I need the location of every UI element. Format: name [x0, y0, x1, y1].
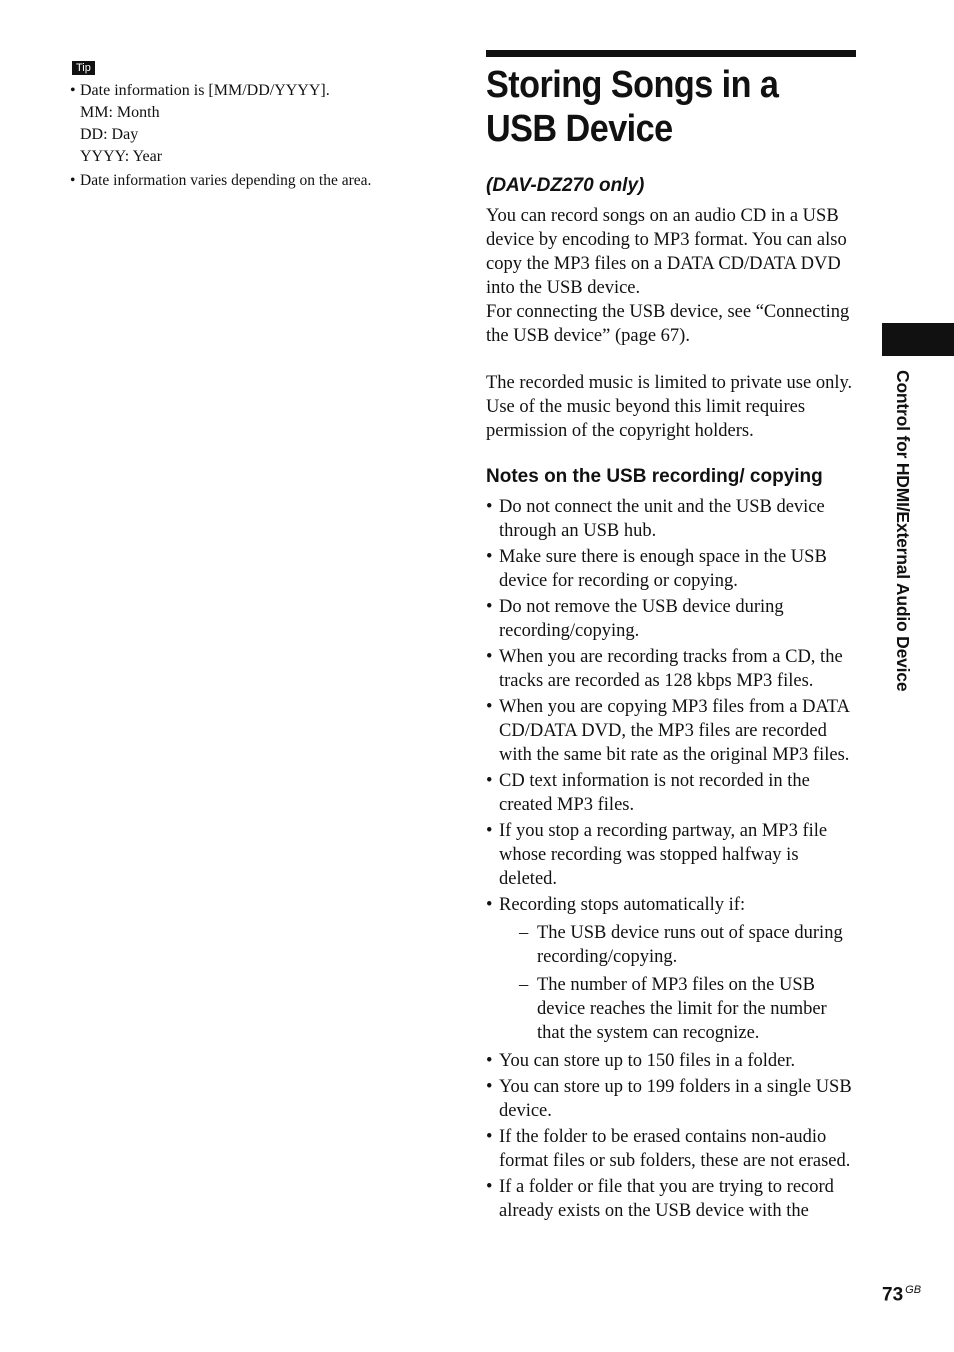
note-item: • When you are copying MP3 files from a DATA CD/DATA DVD, the MP3 files are recorded with the same bit rate as the original MP3 files. [486, 695, 856, 767]
note-item: • You can store up to 150 files in a folder. [486, 1049, 856, 1073]
note-item: • Make sure there is enough space in the USB device for recording or copying. [486, 545, 856, 593]
note-item: • When you are recording tracks from a CD, the tracks are recorded as 128 kbps MP3 files. [486, 645, 856, 693]
note-item: • Do not remove the USB device during recording/copying. [486, 595, 856, 643]
tip-item [70, 170, 440, 192]
note-item [486, 893, 856, 1045]
section-subtitle: (DAV-DZ270 only) [486, 175, 645, 196]
tip-item [70, 80, 440, 168]
intro-paragraph: You can record songs on an audio CD in a USB device by encoding to MP3 format. You can also copy the MP3 files on a DATA CD/DATA DVD into the USB device. [486, 206, 847, 298]
sub-notes-list [499, 921, 856, 1045]
main-section [486, 50, 856, 1225]
note-item: • If the folder to be erased contains non-audio format files or sub folders, these are not erased. [486, 1125, 856, 1173]
tip-label: Tip [72, 61, 95, 75]
connection-paragraph: For connecting the USB device, see “Connecting the USB device” (page 67). [486, 302, 850, 346]
tip-item-text: Date information varies depending on the area. [80, 172, 372, 189]
note-item: • Do not connect the unit and the USB device through an USB hub. [486, 495, 856, 543]
note-item: • You can store up to 199 folders in a single USB device. [486, 1075, 856, 1123]
notes-heading: Notes on the USB recording/ copying [486, 466, 823, 487]
page-number [882, 1284, 921, 1306]
sub-note-item: – The number of MP3 files on the USB device reaches the limit for the number that the system can recognize. [499, 973, 856, 1045]
notes-list [486, 495, 856, 1223]
note-item-text: Recording stops automatically if: [499, 895, 746, 915]
tip-sub-item: MM: Month [80, 104, 160, 121]
note-item: • CD text information is not recorded in the created MP3 files. [486, 769, 856, 817]
copyright-paragraph: The recorded music is limited to private use only. Use of the music beyond this limit requires permission of the copyright holders. [486, 373, 853, 441]
sub-note-item: – The USB device runs out of space during recording/copying. [499, 921, 856, 969]
tip-list [70, 80, 440, 192]
tip-sub-item: DD: Day [80, 126, 139, 143]
chapter-side-label: Control for HDMI/External Audio Device [893, 370, 913, 692]
tip-sub-item: YYYY: Year [80, 148, 163, 165]
section-title: Storing Songs in a USB Device [486, 64, 779, 150]
page-number-suffix: GB [905, 1284, 922, 1296]
tip-item-text: Date information is [MM/DD/YYYY]. [80, 82, 330, 99]
chapter-tab-marker [882, 323, 954, 356]
page-number-value: 73 [882, 1284, 904, 1306]
title-rule [486, 50, 856, 57]
tip-box [70, 58, 440, 192]
note-item: • If a folder or file that you are trying to record already exists on the USB device with the [486, 1175, 856, 1223]
note-item: • If you stop a recording partway, an MP3 file whose recording was stopped halfway is deleted. [486, 819, 856, 891]
